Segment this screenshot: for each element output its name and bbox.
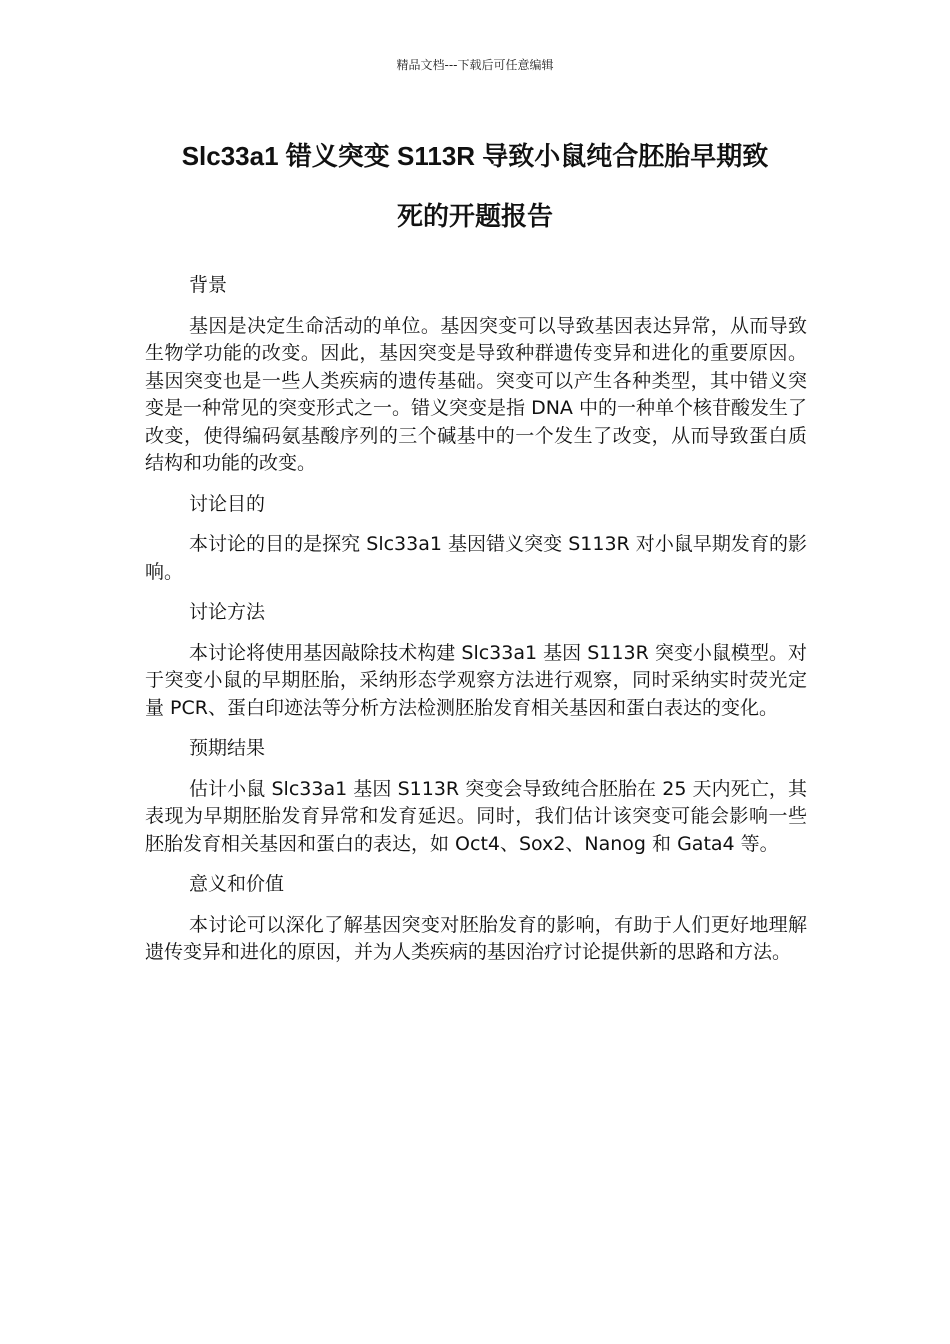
section-heading: 讨论方法: [189, 601, 266, 623]
title-line-1: Slc33a1 错义突变 S113R 导致小鼠纯合胚胎早期致: [181, 141, 769, 171]
section-significance: [145, 871, 807, 967]
section-background: [145, 272, 807, 478]
section-heading: 背景: [189, 274, 228, 296]
header-note: 精品文档---下载后可任意编辑: [396, 58, 554, 72]
section-method: [145, 599, 807, 722]
section-paragraph: 基因是决定生命活动的单位。基因突变可以导致基因表达异常，从而导致生物学功能的改变。因此，基因突变是导致种群遗传变异和进化的重要原因。基因突变也是一些人类疾病的遗传基础。突变可以产生各种类型，其中错义突变是一种常见的突变形式之一。错义突变是指 DNA 中的一种单个核苷酸发生了改变，使得编码氨基酸序列的三个碱基中的一个发生了改变，从而导致蛋白质结构和功能的改变。: [145, 314, 807, 474]
section-paragraph: 估计小鼠 Slc33a1 基因 S113R 突变会导致纯合胚胎在 25 天内死亡，其表现为早期胚胎发育异常和发育延迟。同时，我们估计该突变可能会影响一些胚胎发育相关基因和蛋白的表达，如 Oct4、Sox2、Nanog 和 Gata4 等。: [145, 777, 807, 855]
section-paragraph: 本讨论的目的是探究 Slc33a1 基因错义突变 S113R 对小鼠早期发育的影响。: [145, 533, 807, 583]
section-expected-results: [145, 735, 807, 858]
section-heading: 讨论目的: [189, 492, 266, 515]
section-heading: 预期结果: [189, 737, 266, 759]
section-heading: 意义和价值: [189, 873, 285, 895]
section-paragraph: 本讨论可以深化了解基因突变对胚胎发育的影响，有助于人们更好地理解遗传变异和进化的原因，并为人类疾病的基因治疗讨论提供新的思路和方法。: [145, 913, 807, 963]
section-paragraph: 本讨论将使用基因敲除技术构建 Slc33a1 基因 S113R 突变小鼠模型。对于突变小鼠的早期胚胎，采纳形态学观察方法进行观察，同时采纳实时荧光定量 PCR、蛋白印迹法等分析方法检测胚胎发育相关基因和蛋白表达的变化。: [145, 641, 807, 719]
section-purpose: [145, 491, 807, 587]
document-body: [145, 272, 807, 980]
document-title: [140, 138, 810, 234]
title-line-2: 死的开题报告: [396, 201, 553, 231]
